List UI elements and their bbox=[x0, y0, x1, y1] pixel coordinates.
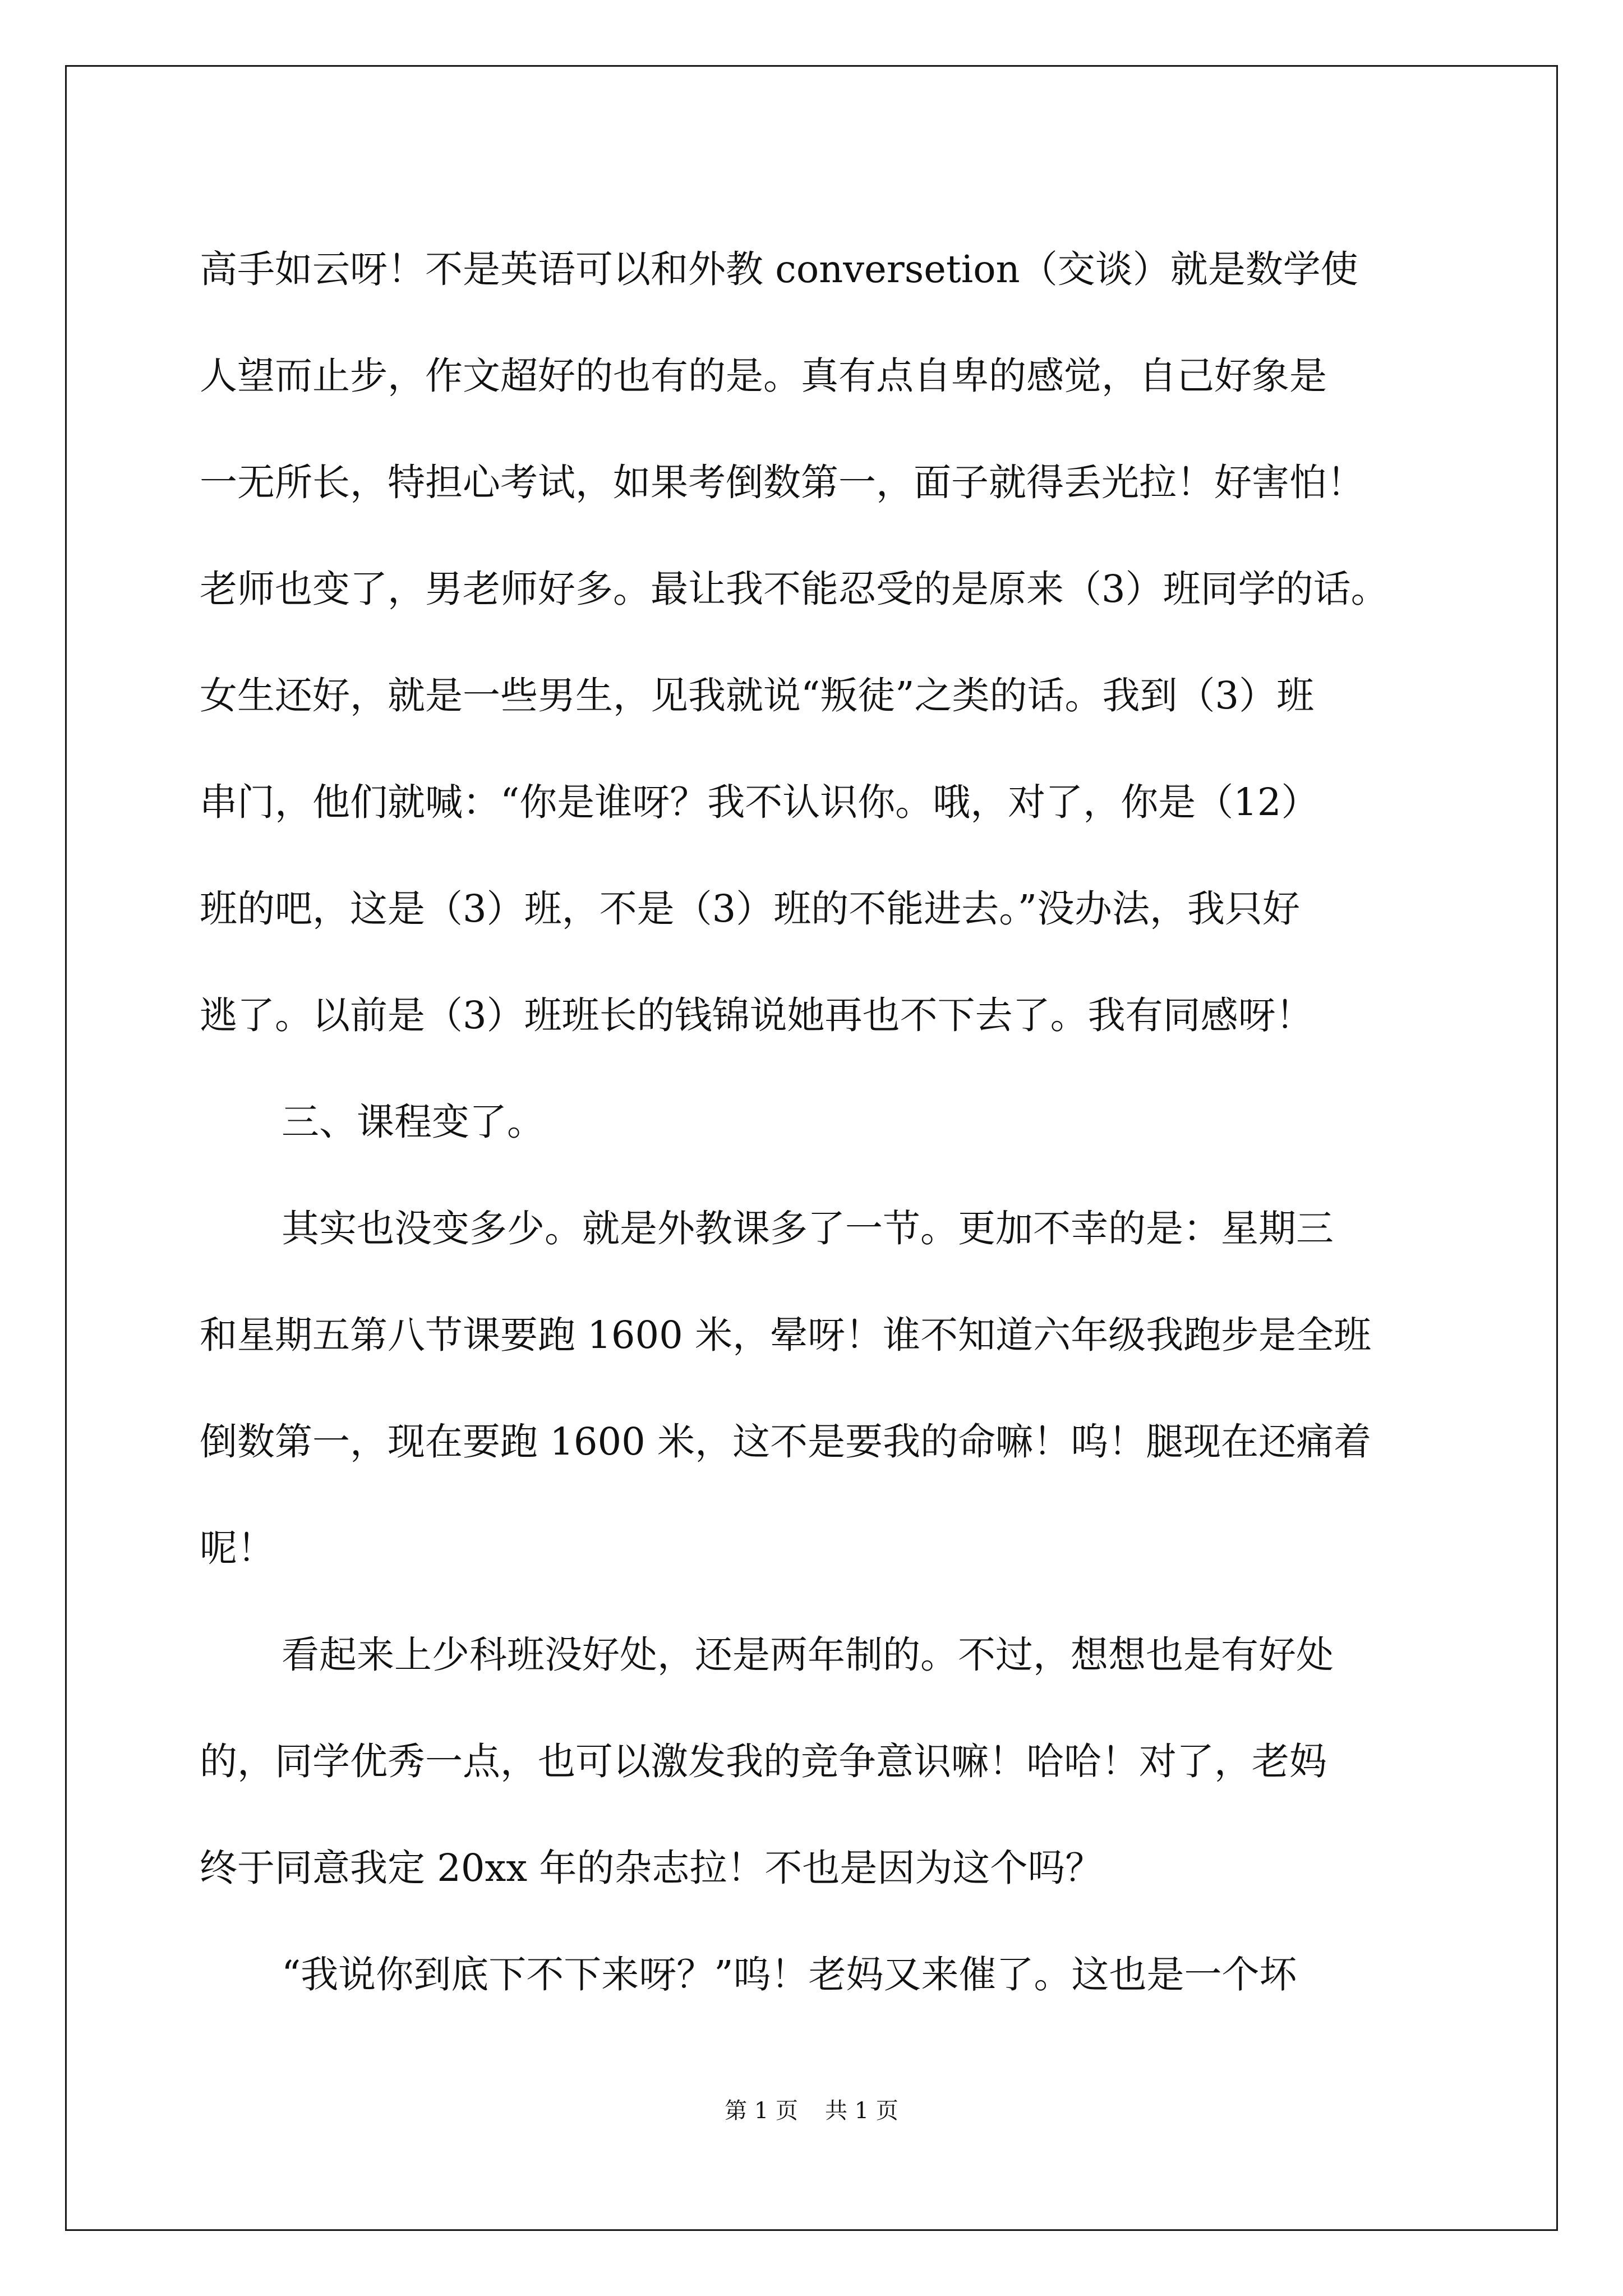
paragraph-start: 看起来上少科班没好处，还是两年制的。不过，想想也是有好处 bbox=[282, 1633, 1334, 1677]
text-line: 老师也变了，男老师好多。最让我不能忍受的是原来（3）班同学的话。 bbox=[200, 567, 1389, 611]
text-line: 逃了。以前是（3）班班长的钱锦说她再也不下去了。我有同感呀！ bbox=[200, 993, 1313, 1037]
text-line: 的，同学优秀一点，也可以激发我的竞争意识嘛！哈哈！对了，老妈 bbox=[200, 1740, 1327, 1783]
text-line: 高手如云呀！不是英语可以和外教 conversetion（交谈）就是数学使 bbox=[200, 247, 1358, 291]
page-total: 共 1 页 bbox=[825, 2098, 898, 2124]
page-number: 第 1 页 bbox=[725, 2098, 798, 2124]
text-line: 终于同意我定 20xx 年的杂志拉！不也是因为这个吗？ bbox=[200, 1846, 1103, 1890]
text-line: 倒数第一，现在要跑 1600 米，这不是要我的命嘛！呜！腿现在还痛着 bbox=[200, 1420, 1372, 1464]
text-line: 一无所长，特担心考试，如果考倒数第一，面子就得丢光拉！好害怕！ bbox=[200, 461, 1364, 504]
text-line: 人望而止步，作文超好的也有的是。真有点自卑的感觉，自己好象是 bbox=[200, 354, 1327, 398]
text-line: 和星期五第八节课要跑 1600 米，晕呀！谁不知道六年级我跑步是全班 bbox=[200, 1313, 1372, 1357]
text-line: 呢！ bbox=[200, 1526, 275, 1570]
document-body bbox=[200, 216, 1433, 2028]
page-footer bbox=[0, 2097, 1623, 2125]
paragraph-start: 其实也没变多少。就是外教课多了一节。更加不幸的是：星期三 bbox=[282, 1207, 1334, 1250]
text-line: 女生还好，就是一些男生，见我就说“叛徒”之类的话。我到（3）班 bbox=[200, 674, 1315, 717]
text-line: 班的吧，这是（3）班，不是（3）班的不能进去。”没办法，我只好 bbox=[200, 887, 1301, 931]
section-heading: 三、课程变了。 bbox=[282, 1100, 545, 1144]
paragraph-start: “我说你到底下不下来呀？”呜！老妈又来催了。这也是一个坏 bbox=[282, 1953, 1297, 1996]
text-line: 串门，他们就喊：“你是谁呀？我不认识你。哦，对了，你是（12） bbox=[200, 780, 1319, 824]
